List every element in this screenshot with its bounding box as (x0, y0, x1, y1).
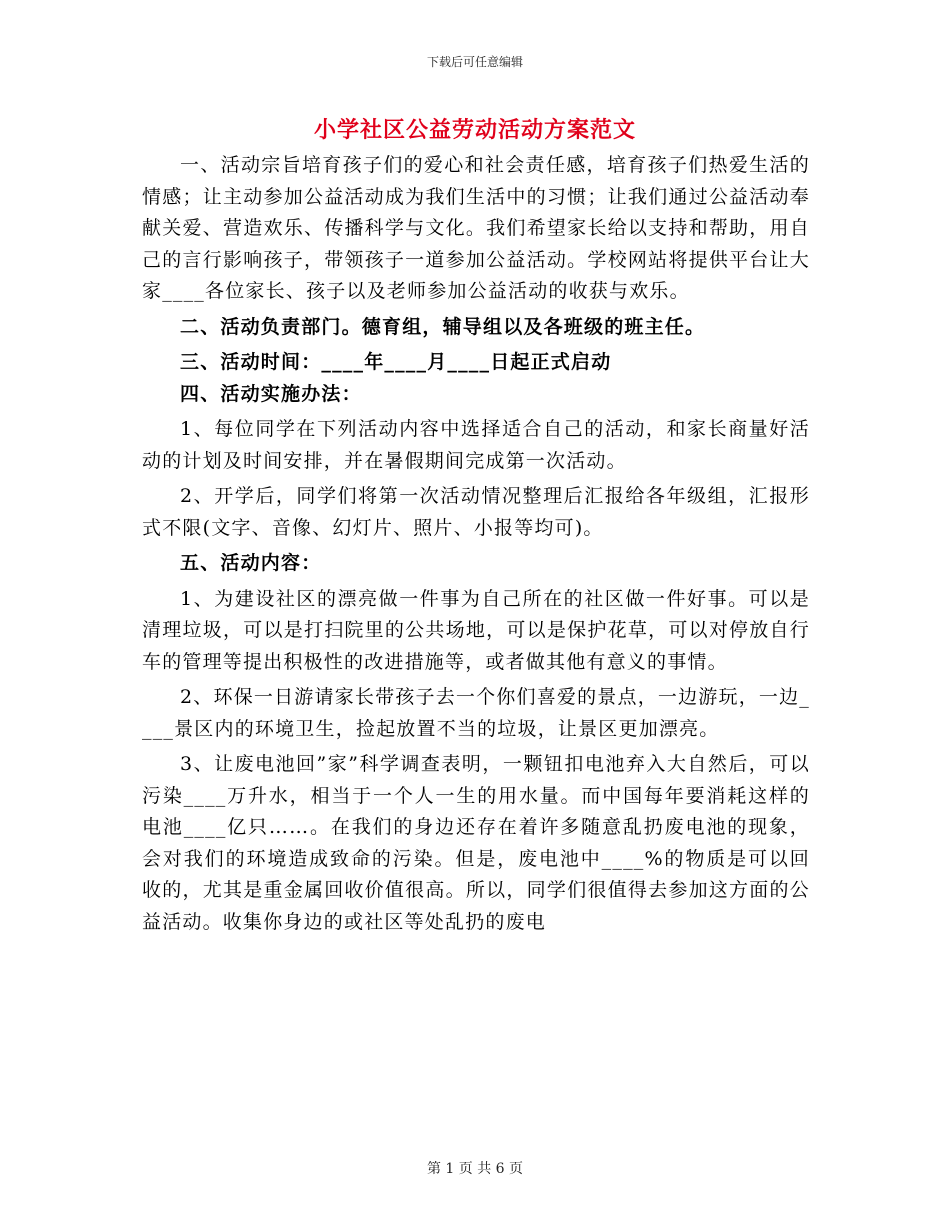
paragraph-time: 三、活动时间：____年____月____日起正式启动 (180, 351, 612, 373)
document-title: 小学社区公益劳动活动方案范文 (313, 117, 636, 143)
paragraph-method-2: 2、开学后，同学们将第一次活动情况整理后汇报给各年级组，汇报形式不限(文字、音像、幻灯片、照片、小报等均可)。 (142, 485, 810, 539)
paragraph-content-3: 3、让废电池回”家”科学调查表明，一颗钮扣电池弃入大自然后，可以污染____万升水，相当于一个人一生的用水量。而中国每年要消耗这样的电池____亿只……。在我们的身边还存在着许多随意乱扔废电池的现象，会对我们的环境造成致命的污染。但是，废电池中____%的物质是可以回收的，尤其是重金属回收价值很高。所以，同学们很值得去参加这方面的公益活动。收集你身边的或社区等处乱扔的废电 (142, 753, 810, 933)
paragraph-methods-heading: 四、活动实施办法： (180, 382, 362, 405)
paragraph-purpose: 一、活动宗旨培育孩子们的爱心和社会责任感，培育孩子们热爱生活的情感；让主动参加公益活动成为我们生活中的习惯；让我们通过公益活动奉献关爱、营造欢乐、传播科学与文化。我们希望家长给以支持和帮助，用自己的言行影响孩子，带领孩子一道参加公益活动。学校网站将提供平台让大家____各位家长、孩子以及老师参加公益活动的收获与欢乐。 (142, 154, 810, 302)
paragraph-content-1: 1、为建设社区的漂亮做一件事为自己所在的社区做一件好事。可以是清理垃圾，可以是打扫院里的公共场地，可以是保护花草，可以对停放自行车的管理等提出积极性的改进措施等，或者做其他有意义的事情。 (142, 587, 810, 673)
page-header: 下载后可任意编辑 (426, 55, 523, 69)
paragraph-method-1: 1、每位同学在下列活动内容中选择适合自己的活动，和家长商量好活动的计划及时间安排，并在暑假期间完成第一次活动。 (142, 418, 810, 472)
paragraph-department: 二、活动负责部门。德育组，辅导组以及各班级的班主任。 (180, 315, 706, 338)
paragraph-content-heading: 五、活动内容： (180, 552, 322, 574)
page-footer: 第 1 页 共 6 页 (426, 1161, 524, 1177)
document-body (142, 150, 810, 938)
paragraph-content-2: 2、环保一日游请家长带孩子去一个你们喜爱的景点，一边游玩，一边____景区内的环境卫生，捡起放置不当的垃圾，让景区更加漂亮。 (142, 686, 810, 740)
